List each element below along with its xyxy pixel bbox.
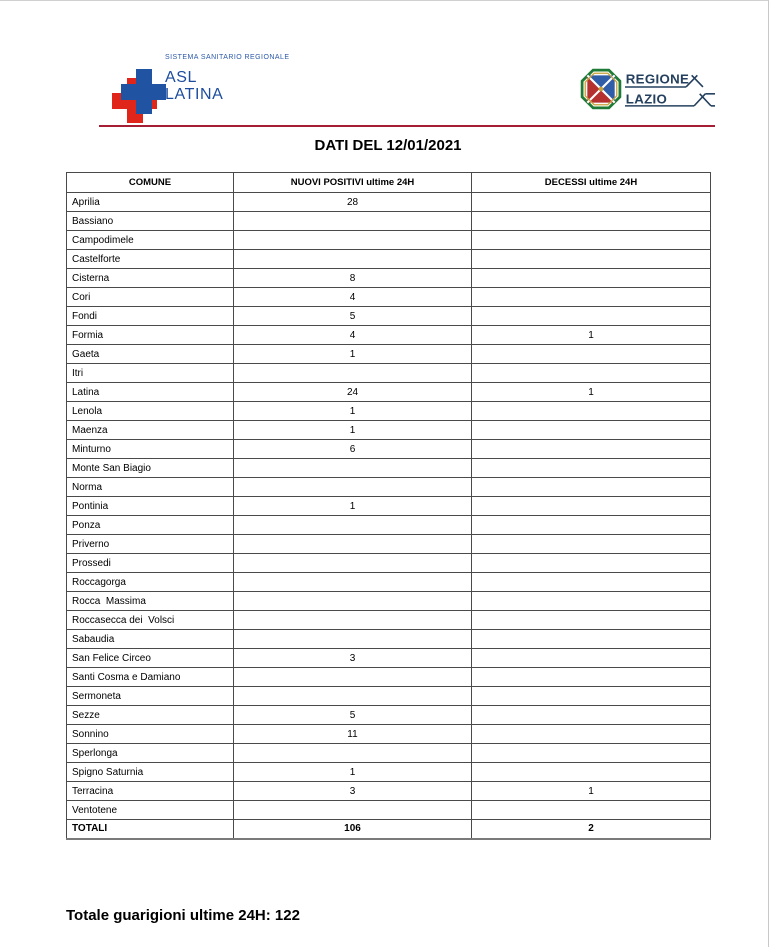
table-row — [67, 554, 711, 573]
positivi-cell — [234, 668, 472, 687]
regione-lazio-wordmark — [625, 65, 715, 113]
decessi-cell — [472, 763, 711, 782]
comune-cell: Sezze — [67, 706, 234, 725]
comune-cell: Bassiano — [67, 212, 234, 231]
table-row — [67, 364, 711, 383]
asl-name — [165, 69, 223, 103]
table-row — [67, 744, 711, 763]
positivi-cell: 4 — [234, 288, 472, 307]
decessi-cell — [472, 402, 711, 421]
decessi-cell — [472, 459, 711, 478]
decessi-cell — [472, 516, 711, 535]
table-row — [67, 307, 711, 326]
decessi-cell — [472, 307, 711, 326]
positivi-cell: 3 — [234, 782, 472, 801]
decessi-cell — [472, 630, 711, 649]
decessi-cell — [472, 725, 711, 744]
table-row — [67, 687, 711, 706]
comune-cell: Monte San Biagio — [67, 459, 234, 478]
table-row — [67, 326, 711, 345]
positivi-cell — [234, 611, 472, 630]
comune-cell: Itri — [67, 364, 234, 383]
comune-cell: Ponza — [67, 516, 234, 535]
comune-cell: Gaeta — [67, 345, 234, 364]
positivi-cell: 28 — [234, 193, 472, 212]
comune-cell: Rocca Massima — [67, 592, 234, 611]
col-header-decessi: DECESSI ultime 24H — [472, 173, 711, 193]
comune-cell: Lenola — [67, 402, 234, 421]
positivi-cell — [234, 250, 472, 269]
positivi-cell — [234, 364, 472, 383]
comune-cell: Formia — [67, 326, 234, 345]
table-row — [67, 706, 711, 725]
decessi-cell — [472, 744, 711, 763]
positivi-cell — [234, 744, 472, 763]
comune-cell: Prossedi — [67, 554, 234, 573]
comune-cell: TOTALI — [67, 820, 234, 839]
comune-cell: San Felice Circeo — [67, 649, 234, 668]
table-row — [67, 383, 711, 402]
table-row — [67, 402, 711, 421]
table-row — [67, 573, 711, 592]
col-header-comune: COMUNE — [67, 173, 234, 193]
comune-cell: Campodimele — [67, 231, 234, 250]
positivi-cell: 3 — [234, 649, 472, 668]
decessi-cell: 1 — [472, 782, 711, 801]
decessi-cell — [472, 573, 711, 592]
decessi-cell: 1 — [472, 326, 711, 345]
table-row — [67, 592, 711, 611]
table-row — [67, 459, 711, 478]
comune-cell: Roccagorga — [67, 573, 234, 592]
decessi-cell — [472, 269, 711, 288]
decessi-cell — [472, 706, 711, 725]
positivi-cell: 1 — [234, 763, 472, 782]
positivi-cell: 1 — [234, 497, 472, 516]
decessi-cell — [472, 668, 711, 687]
decessi-cell — [472, 345, 711, 364]
comune-cell: Sabaudia — [67, 630, 234, 649]
table-row — [67, 478, 711, 497]
header-divider — [99, 125, 715, 127]
comune-cell: Norma — [67, 478, 234, 497]
positivi-cell — [234, 554, 472, 573]
table-row — [67, 269, 711, 288]
covid-data-table — [66, 172, 711, 840]
asl-name-line2: LATINA — [165, 86, 224, 103]
table-row — [67, 212, 711, 231]
positivi-cell: 1 — [234, 421, 472, 440]
decessi-cell — [472, 554, 711, 573]
comune-cell: Maenza — [67, 421, 234, 440]
decessi-cell — [472, 611, 711, 630]
positivi-cell — [234, 478, 472, 497]
positivi-cell — [234, 535, 472, 554]
table-row — [67, 630, 711, 649]
table-row — [67, 535, 711, 554]
decessi-cell: 1 — [472, 383, 711, 402]
positivi-cell: 1 — [234, 402, 472, 421]
decessi-cell — [472, 801, 711, 820]
table-row — [67, 440, 711, 459]
positivi-cell — [234, 212, 472, 231]
comune-cell: Ventotene — [67, 801, 234, 820]
decessi-cell — [472, 478, 711, 497]
table-row — [67, 668, 711, 687]
comune-cell: Minturno — [67, 440, 234, 459]
comune-cell: Latina — [67, 383, 234, 402]
decessi-cell — [472, 440, 711, 459]
recoveries-total: Totale guarigioni ultime 24H: 122 — [66, 907, 300, 924]
positivi-cell — [234, 801, 472, 820]
table-row — [67, 497, 711, 516]
comune-cell: Santi Cosma e Damiano — [67, 668, 234, 687]
positivi-cell — [234, 630, 472, 649]
table-row — [67, 516, 711, 535]
decessi-cell — [472, 592, 711, 611]
table-row — [67, 763, 711, 782]
comune-cell: Cori — [67, 288, 234, 307]
decessi-cell — [472, 649, 711, 668]
lazio-text: LAZIO — [625, 91, 668, 107]
table-row — [67, 421, 711, 440]
comune-cell: Cisterna — [67, 269, 234, 288]
positivi-cell — [234, 573, 472, 592]
comune-cell: Terracina — [67, 782, 234, 801]
table-row — [67, 649, 711, 668]
positivi-cell: 4 — [234, 326, 472, 345]
table-row — [67, 611, 711, 630]
regione-text: REGIONE — [625, 71, 690, 87]
comune-cell: Fondi — [67, 307, 234, 326]
comune-cell: Sermoneta — [67, 687, 234, 706]
regione-lazio-crest-icon — [580, 68, 622, 110]
decessi-cell — [472, 231, 711, 250]
asl-tagline: SISTEMA SANITARIO REGIONALE — [165, 54, 290, 61]
decessi-cell — [472, 535, 711, 554]
positivi-cell: 5 — [234, 706, 472, 725]
positivi-cell: 11 — [234, 725, 472, 744]
positivi-cell: 8 — [234, 269, 472, 288]
positivi-cell: 106 — [234, 820, 472, 839]
table-row — [67, 782, 711, 801]
table-row — [67, 231, 711, 250]
table-row — [67, 725, 711, 744]
table-row — [67, 801, 711, 820]
page-title: DATI DEL 12/01/2021 — [314, 137, 462, 154]
comune-cell: Priverno — [67, 535, 234, 554]
decessi-cell — [472, 193, 711, 212]
table-row — [67, 250, 711, 269]
table-row — [67, 288, 711, 307]
decessi-cell — [472, 687, 711, 706]
positivi-cell — [234, 231, 472, 250]
table-row — [67, 345, 711, 364]
decessi-cell — [472, 250, 711, 269]
positivi-cell: 1 — [234, 345, 472, 364]
positivi-cell: 6 — [234, 440, 472, 459]
positivi-cell — [234, 687, 472, 706]
comune-cell: Spigno Saturnia — [67, 763, 234, 782]
comune-cell: Pontinia — [67, 497, 234, 516]
totals-row — [67, 820, 711, 839]
comune-cell: Aprilia — [67, 193, 234, 212]
positivi-cell: 5 — [234, 307, 472, 326]
decessi-cell — [472, 497, 711, 516]
table-header-row — [67, 173, 711, 193]
asl-name-line1: ASL — [165, 69, 198, 86]
decessi-cell — [472, 421, 711, 440]
comune-cell: Castelforte — [67, 250, 234, 269]
decessi-cell — [472, 364, 711, 383]
positivi-cell: 24 — [234, 383, 472, 402]
comune-cell: Sonnino — [67, 725, 234, 744]
table-row — [67, 193, 711, 212]
comune-cell: Roccasecca dei Volsci — [67, 611, 234, 630]
positivi-cell — [234, 516, 472, 535]
col-header-nuovi-positivi: NUOVI POSITIVI ultime 24H — [234, 173, 472, 193]
asl-cross-icon — [112, 69, 166, 123]
decessi-cell — [472, 212, 711, 231]
positivi-cell — [234, 459, 472, 478]
cross-blue-shape — [121, 69, 166, 114]
decessi-cell: 2 — [472, 820, 711, 839]
positivi-cell — [234, 592, 472, 611]
decessi-cell — [472, 288, 711, 307]
comune-cell: Sperlonga — [67, 744, 234, 763]
